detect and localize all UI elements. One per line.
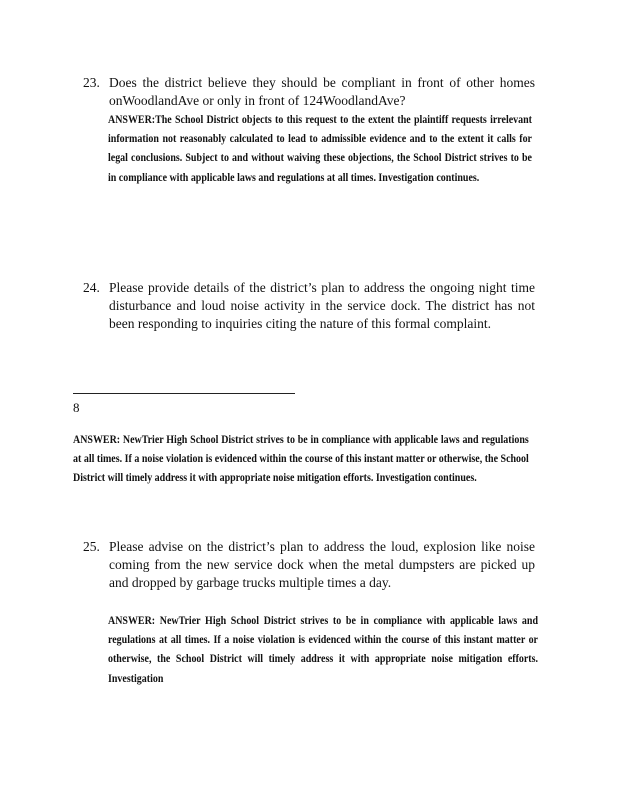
question-text: Does the district believe they should be compliant in front of other homes onWoodlandAve or only in front of 124WoodlandAve? <box>109 75 535 108</box>
answer-23: ANSWER:The School District objects to this request to the extent the plaintiff requests irrelevant information not reasonably calculated to lead to admissible evidence and to the extent it calls for legal conclusions. Subject to and without waiving these objections, the School District strives to be in compliance with applicable laws and regulations at all times. Investigation continues. <box>108 113 532 184</box>
question-number: 24. <box>83 280 100 295</box>
answer-25: ANSWER: NewTrier High School District strives to be in compliance with applicable laws and regulations at all times. If a noise violation is evidenced within the course of this instant matter or otherwise, the School District will timely address it with appropriate noise mitigation efforts. Investigation <box>108 614 538 685</box>
question-25 <box>83 538 535 592</box>
page-number: 8 <box>73 400 80 415</box>
question-number: 23. <box>83 75 100 90</box>
question-23 <box>83 74 535 110</box>
answer-24: ANSWER: NewTrier High School District strives to be in compliance with applicable laws and regulations at all times. If a noise violation is evidenced within the course of this instant matter or otherwise, the School District will timely address it with appropriate noise mitigation efforts. Investigation continues. <box>73 433 529 485</box>
question-24 <box>83 279 535 333</box>
question-text: Please advise on the district’s plan to address the loud, explosion like noise coming from the new service dock when the metal dumpsters are picked up and dropped by garbage trucks multiple times a day. <box>109 539 535 590</box>
question-text: Please provide details of the district’s plan to address the ongoing night time disturbance and loud noise activity in the service dock. The district has not been responding to inquiries citing the nature of this formal complaint. <box>109 280 535 331</box>
question-number: 25. <box>83 539 100 554</box>
footnote-rule <box>73 393 295 394</box>
